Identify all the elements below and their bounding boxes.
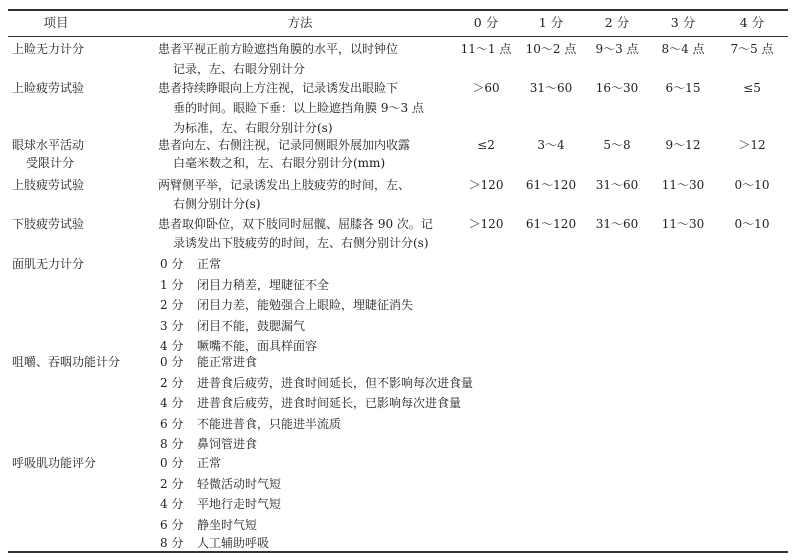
score-cell: ＞12 — [738, 138, 766, 152]
score-cell: 31～60 — [529, 81, 573, 95]
row-method-line: 白毫米数之和，左、右眼分别计分(mm) — [173, 156, 386, 170]
group-desc: 能正常进食 — [197, 355, 258, 369]
group-desc: 进普食后疲劳，进食时间延长，已影响每次进食量 — [197, 396, 462, 410]
score-cell: 31～60 — [595, 217, 639, 231]
group-score: 3 分 — [160, 318, 184, 333]
group-desc: 平地行走时气短 — [197, 497, 282, 511]
group-item: 咀嚼、吞咽功能计分 — [12, 355, 121, 369]
score-cell: 11～30 — [661, 217, 705, 231]
header-rule — [8, 36, 788, 37]
row-item: 下肢疲劳试验 — [12, 217, 85, 231]
group-score: 6 分 — [160, 416, 184, 431]
score-cell: 7～5 点 — [730, 42, 774, 56]
group-desc: 噘嘴不能，面具样面容 — [197, 339, 318, 353]
row-method-line: 右侧分别计分(s) — [173, 197, 261, 211]
group-desc: 静坐时气短 — [197, 517, 258, 532]
row-method-line: 记录，左、右眼分别计分 — [173, 62, 306, 76]
header-item: 项目 — [43, 15, 69, 30]
score-cell: ＞120 — [468, 217, 504, 231]
score-cell: 61～120 — [525, 178, 577, 192]
row-method-line: 患者平视正前方睑遮挡角膜的水平，以时钟位 — [158, 42, 399, 56]
row-method-line: 患者持续睁眼向上方注视，记录诱发出眼睑下 — [158, 81, 399, 95]
row-method-line: 录诱发出下肢疲劳的时间，左、右侧分别计分(s) — [173, 236, 429, 250]
score-cell: 9～3 点 — [595, 42, 639, 56]
row-method-line: 为标准，左、右眼分别计分(s) — [173, 121, 333, 135]
row-item: 上睑无力计分 — [12, 42, 85, 56]
top-rule — [8, 9, 788, 11]
row-method-line: 患者向左、右侧注视，记录同侧眼外展加内收露 — [158, 138, 411, 152]
score-cell: 0～10 — [734, 217, 770, 231]
score-cell: 3～4 — [537, 138, 565, 152]
score-cell: 31～60 — [595, 178, 639, 192]
group-desc: 闭目力差，能勉强合上眼睑，埋睫征消失 — [197, 298, 414, 312]
header-score-3: 3 分 — [670, 15, 696, 30]
score-cell: 11～30 — [661, 178, 705, 192]
header-score-2: 2 分 — [604, 15, 630, 30]
score-cell: ≤2 — [477, 138, 495, 152]
row-item: 眼球水平活动 — [12, 138, 85, 152]
group-desc: 正常 — [197, 456, 222, 470]
score-cell: 61～120 — [525, 217, 577, 231]
group-score: 6 分 — [160, 517, 184, 532]
score-cell: ≤5 — [743, 81, 761, 95]
group-desc: 闭目力稍差，埋睫征不全 — [197, 277, 330, 292]
score-cell: 16～30 — [595, 81, 639, 95]
group-item: 面肌无力计分 — [12, 257, 85, 271]
row-method-line: 垂的时间。眼睑下垂：以上睑遮挡角膜 9～3 点 — [173, 101, 424, 115]
group-desc: 轻微活动时气短 — [197, 476, 282, 491]
score-cell: 0～10 — [734, 178, 770, 192]
bottom-rule — [8, 551, 788, 553]
header-score-1: 1 分 — [538, 15, 564, 30]
group-score: 8 分 — [160, 536, 184, 550]
group-desc: 不能进普食，只能进半流质 — [197, 416, 342, 431]
group-desc: 进普食后疲劳，进食时间延长，但不影响每次进食量 — [197, 375, 474, 390]
group-score: 4 分 — [160, 396, 184, 410]
row-item: 上睑疲劳试验 — [12, 81, 85, 95]
group-desc: 正常 — [197, 257, 222, 271]
group-score: 2 分 — [160, 375, 184, 390]
score-cell: 9～12 — [665, 138, 701, 152]
score-cell: ＞120 — [468, 178, 504, 192]
group-item: 呼吸肌功能评分 — [12, 456, 97, 470]
row-item: 受限计分 — [26, 156, 75, 170]
score-cell: 11～1 点 — [460, 42, 512, 56]
group-desc: 鼻饲管进食 — [197, 437, 258, 451]
score-cell: 6～15 — [665, 81, 701, 95]
group-score: 4 分 — [160, 497, 184, 511]
group-desc: 闭目不能，鼓腮漏气 — [197, 318, 306, 333]
header-method: 方法 — [287, 15, 313, 30]
score-cell: 10～2 点 — [525, 42, 577, 56]
row-method-line: 两臂侧平举，记录诱发出上肢疲劳的时间，左、 — [158, 178, 411, 192]
header-score-0: 0 分 — [473, 15, 499, 30]
group-score: 2 分 — [160, 298, 184, 312]
group-desc: 人工辅助呼吸 — [197, 536, 270, 550]
group-score: 1 分 — [160, 277, 184, 292]
score-cell: 8～4 点 — [661, 42, 705, 56]
row-item: 上肢疲劳试验 — [12, 178, 85, 192]
group-score: 0 分 — [160, 257, 184, 271]
group-score: 0 分 — [160, 456, 184, 470]
score-cell: 5～8 — [603, 138, 631, 152]
score-cell: ＞60 — [472, 81, 500, 95]
row-method-line: 患者取仰卧位，双下肢同时屈髋、屈膝各 90 次。记 — [158, 217, 433, 231]
header-score-4: 4 分 — [739, 15, 765, 30]
group-score: 8 分 — [160, 437, 184, 451]
group-score: 0 分 — [160, 355, 184, 369]
group-score: 2 分 — [160, 476, 184, 491]
group-score: 4 分 — [160, 339, 184, 353]
